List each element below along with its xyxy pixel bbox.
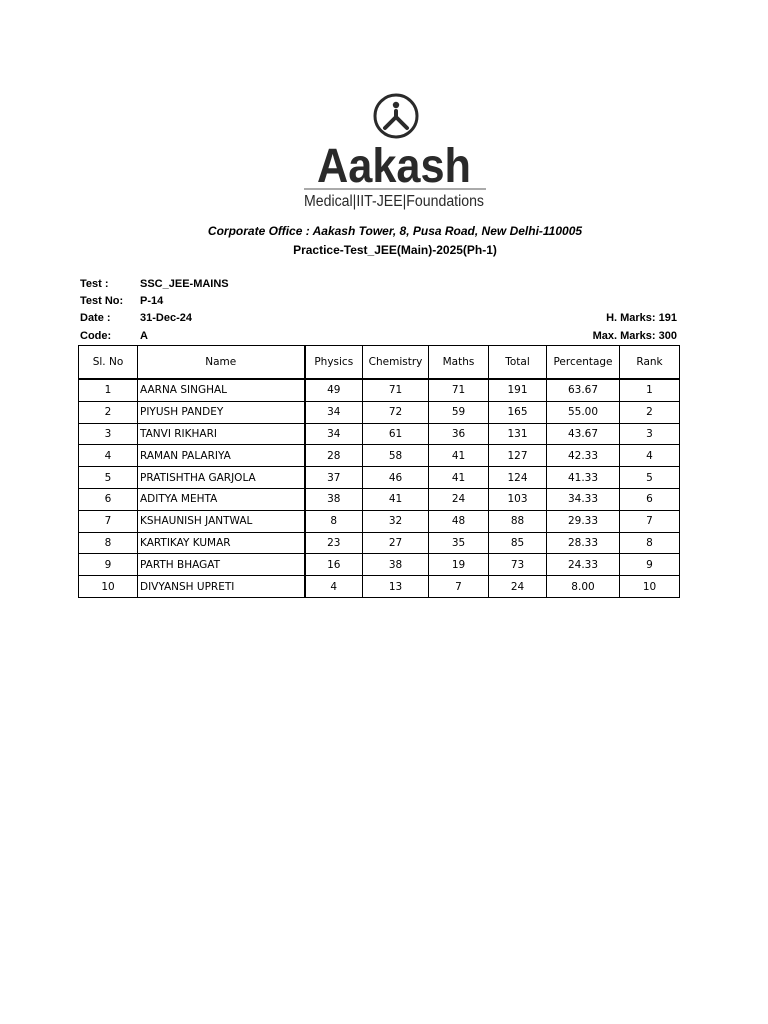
cell-sl-no: 4	[79, 445, 138, 467]
brand-name: Aakash	[317, 140, 471, 193]
cell-sl-no: 1	[79, 379, 138, 401]
test-label: Test :	[80, 278, 109, 290]
date-label: Date :	[80, 312, 111, 324]
table-row	[79, 467, 680, 489]
cell-rank: 9	[620, 554, 680, 576]
cell-rank: 1	[620, 379, 680, 401]
cell-percentage: 41.33	[547, 467, 620, 489]
cell-sl-no: 5	[79, 467, 138, 489]
cell-physics: 37	[305, 467, 363, 489]
cell-name: PRATISHTHA GARJOLA	[138, 467, 305, 489]
cell-name: ADITYA MEHTA	[138, 488, 305, 510]
cell-physics: 49	[305, 379, 363, 401]
cell-total: 131	[489, 423, 547, 445]
cell-name: AARNA SINGHAL	[138, 379, 305, 401]
highest-marks: H. Marks: 191	[606, 312, 677, 324]
results-table	[78, 345, 680, 598]
cell-chemistry: 71	[363, 379, 429, 401]
cell-physics: 28	[305, 445, 363, 467]
cell-rank: 10	[620, 576, 680, 598]
cell-rank: 4	[620, 445, 680, 467]
cell-maths: 71	[429, 379, 489, 401]
cell-percentage: 29.33	[547, 510, 620, 532]
table-row	[79, 576, 680, 598]
cell-percentage: 63.67	[547, 379, 620, 401]
test-value: SSC_JEE-MAINS	[140, 278, 229, 290]
cell-chemistry: 58	[363, 445, 429, 467]
cell-chemistry: 13	[363, 576, 429, 598]
corporate-address: Corporate Office : Aakash Tower, 8, Pusa Road, New Delhi-110005	[207, 224, 583, 238]
table-row	[79, 423, 680, 445]
cell-physics: 4	[305, 576, 363, 598]
test-title: Practice-Test_JEE(Main)-2025(Ph-1)	[293, 243, 497, 257]
cell-percentage: 55.00	[547, 401, 620, 423]
cell-physics: 34	[305, 401, 363, 423]
cell-percentage: 24.33	[547, 554, 620, 576]
cell-physics: 23	[305, 532, 363, 554]
header-percentage: Percentage	[547, 346, 620, 380]
code-label: Code:	[80, 330, 112, 342]
header-maths: Maths	[429, 346, 489, 380]
cell-name: KSHAUNISH JANTWAL	[138, 510, 305, 532]
cell-chemistry: 72	[363, 401, 429, 423]
cell-sl-no: 6	[79, 488, 138, 510]
cell-total: 88	[489, 510, 547, 532]
max-marks: Max. Marks: 300	[592, 330, 677, 342]
cell-maths: 7	[429, 576, 489, 598]
cell-total: 127	[489, 445, 547, 467]
cell-maths: 48	[429, 510, 489, 532]
cell-physics: 16	[305, 554, 363, 576]
cell-name: PIYUSH PANDEY	[138, 401, 305, 423]
cell-maths: 41	[429, 467, 489, 489]
cell-maths: 36	[429, 423, 489, 445]
test-no-label: Test No:	[80, 295, 124, 307]
table-row	[79, 554, 680, 576]
table-header-row	[79, 346, 680, 380]
cell-chemistry: 61	[363, 423, 429, 445]
table-row	[79, 401, 680, 423]
code-value: A	[140, 330, 148, 342]
table-row	[79, 445, 680, 467]
header-sl-no: Sl. No	[79, 346, 138, 380]
cell-rank: 3	[620, 423, 680, 445]
date-value: 31-Dec-24	[140, 312, 192, 324]
table-row	[79, 532, 680, 554]
cell-chemistry: 38	[363, 554, 429, 576]
cell-sl-no: 8	[79, 532, 138, 554]
cell-sl-no: 3	[79, 423, 138, 445]
cell-maths: 24	[429, 488, 489, 510]
cell-maths: 41	[429, 445, 489, 467]
cell-rank: 7	[620, 510, 680, 532]
cell-rank: 5	[620, 467, 680, 489]
cell-sl-no: 10	[79, 576, 138, 598]
cell-total: 191	[489, 379, 547, 401]
cell-total: 103	[489, 488, 547, 510]
cell-rank: 6	[620, 488, 680, 510]
aakash-emblem-icon	[375, 95, 417, 137]
header-rank: Rank	[620, 346, 680, 380]
cell-percentage: 42.33	[547, 445, 620, 467]
cell-name: KARTIKAY KUMAR	[138, 532, 305, 554]
cell-name: RAMAN PALARIYA	[138, 445, 305, 467]
cell-percentage: 8.00	[547, 576, 620, 598]
table-row	[79, 379, 680, 401]
cell-chemistry: 41	[363, 488, 429, 510]
cell-maths: 59	[429, 401, 489, 423]
cell-name: PARTH BHAGAT	[138, 554, 305, 576]
aakash-logo	[300, 88, 490, 214]
cell-sl-no: 9	[79, 554, 138, 576]
cell-chemistry: 46	[363, 467, 429, 489]
cell-percentage: 34.33	[547, 488, 620, 510]
header-physics: Physics	[305, 346, 363, 380]
cell-total: 24	[489, 576, 547, 598]
header-total: Total	[489, 346, 547, 380]
cell-physics: 8	[305, 510, 363, 532]
cell-sl-no: 2	[79, 401, 138, 423]
cell-maths: 19	[429, 554, 489, 576]
table-row	[79, 510, 680, 532]
cell-chemistry: 27	[363, 532, 429, 554]
cell-total: 73	[489, 554, 547, 576]
cell-rank: 8	[620, 532, 680, 554]
cell-physics: 38	[305, 488, 363, 510]
table-row	[79, 488, 680, 510]
cell-sl-no: 7	[79, 510, 138, 532]
cell-total: 85	[489, 532, 547, 554]
cell-percentage: 43.67	[547, 423, 620, 445]
cell-name: DIVYANSH UPRETI	[138, 576, 305, 598]
header-name: Name	[138, 346, 305, 380]
cell-chemistry: 32	[363, 510, 429, 532]
test-no-value: P-14	[140, 295, 164, 307]
cell-rank: 2	[620, 401, 680, 423]
cell-total: 165	[489, 401, 547, 423]
cell-physics: 34	[305, 423, 363, 445]
brand-tagline: Medical|IIT-JEE|Foundations	[304, 193, 485, 210]
cell-percentage: 28.33	[547, 532, 620, 554]
cell-name: TANVI RIKHARI	[138, 423, 305, 445]
cell-total: 124	[489, 467, 547, 489]
header-chemistry: Chemistry	[363, 346, 429, 380]
cell-maths: 35	[429, 532, 489, 554]
